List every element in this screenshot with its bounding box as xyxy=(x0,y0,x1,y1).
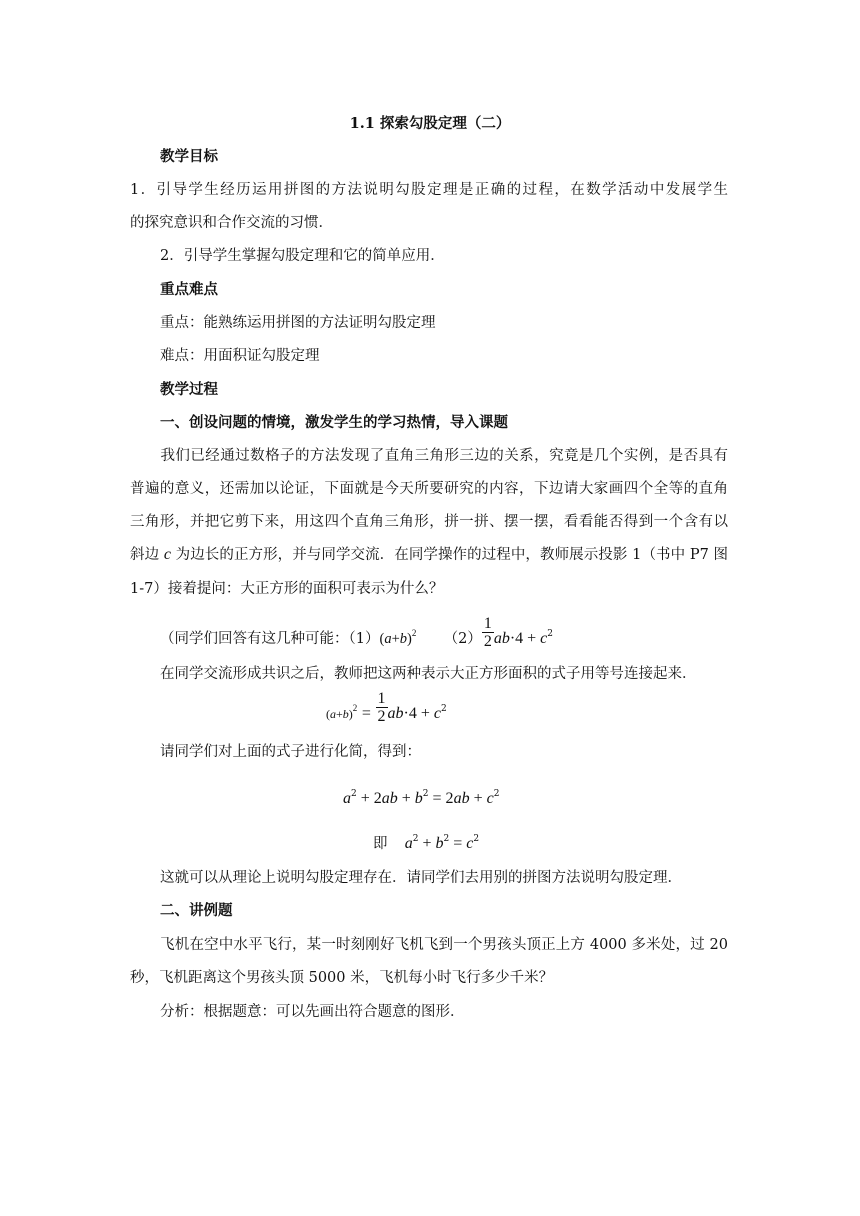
key-point: 重点：能熟练运用拼图的方法证明勾股定理 xyxy=(160,315,436,331)
objectives-heading: 教学目标 xyxy=(160,148,218,165)
example-line-1 xyxy=(130,935,728,955)
analysis: 分析：根据题意：可以先画出符合题意的图形． xyxy=(160,1004,465,1020)
paragraph-2: 在同学交流形成共识之后，教师把这两种表示大正方形面积的式子用等号连接起来． xyxy=(160,666,697,682)
paragraph-3: 请同学们对上面的式子进行化简，得到： xyxy=(160,744,421,760)
doc-title: 1.1 探索勾股定理（二） xyxy=(349,115,511,132)
example-line-2: 秒，飞机距离这个男孩头顶 5000 米，飞机每小时飞行多少千米？ xyxy=(130,970,554,986)
paragraph-4: 这就可以从理论上说明勾股定理存在．请同学们去用别的拼图方法说明勾股定理． xyxy=(160,870,682,886)
p1-line-4-start: 斜边 xyxy=(130,547,160,563)
p1-line-4-rest: 为边长的正方形，并与同学交流．在同学操作的过程中，教师展示投影 1（书中 P7 图 xyxy=(175,547,729,563)
answers-line xyxy=(160,614,554,650)
p1-line-1-text: 我们已经通过数格子的方法发现了直角三角形三边的关系，究竟是几个实例，是否具有 xyxy=(160,448,728,464)
equation-pythagoras: 即 $a^2 + b^2 = c^2$ xyxy=(373,834,480,852)
paragraph-1-line-4 xyxy=(130,545,728,565)
paragraph-1-line-3: 三角形，并把它剪下来，用这四个直角三角形，拼一拼、摆一摆，看看能否得到一个含有以 xyxy=(130,514,728,530)
part-1-heading: 一、创设问题的情境，激发学生的学习热情，导入课题 xyxy=(160,414,508,431)
paragraph-1-line-2: 普遍的意义，还需加以论证，下面就是今天所要研究的内容，下边请大家画四个全等的直角 xyxy=(130,481,728,497)
answer-1-formula: $(a+b)^2$ xyxy=(379,628,417,647)
keypoints-heading: 重点难点 xyxy=(160,281,218,298)
objective-1-line-2: 的探究意识和合作交流的习惯． xyxy=(130,215,333,231)
answers-intro: （同学们回答有这几种可能：（1） xyxy=(160,631,380,647)
difficulty-point: 难点：用面积证勾股定理 xyxy=(160,348,320,364)
paragraph-1-line-5: 1-7）接着提问：大正方形的面积可表示为什么？ xyxy=(130,581,444,597)
part-2-heading: 二、讲例题 xyxy=(160,902,233,919)
objective-2: 2．引导学生掌握勾股定理和它的简单应用． xyxy=(160,248,445,264)
objective-1-line-1: 1．引导学生经历运用拼图的方法说明勾股定理是正确的过程，在数学活动中发展学生 xyxy=(130,182,728,198)
equation-area: $(a+b)^2$ = $\frac{1}{2}$ $ab\cdot 4 + c^2$ xyxy=(326,689,447,725)
therefore-label: 即 xyxy=(373,836,388,852)
answer-2-formula: $\frac{1}{2}$ $ab\cdot 4 + c^2$ xyxy=(483,614,554,650)
variable-c: c xyxy=(163,546,171,563)
process-heading: 教学过程 xyxy=(160,381,218,398)
paragraph-1-line-1 xyxy=(130,446,728,466)
equation-simplified: $a^2 + 2ab + b^2 = 2ab + c^2$ xyxy=(343,789,500,807)
answer-2-label: （2） xyxy=(443,631,482,647)
example-line-1-text: 飞机在空中水平飞行，某一时刻刚好飞机飞到一个男孩头顶正上方 4000 多米处，过 20 xyxy=(160,937,728,953)
